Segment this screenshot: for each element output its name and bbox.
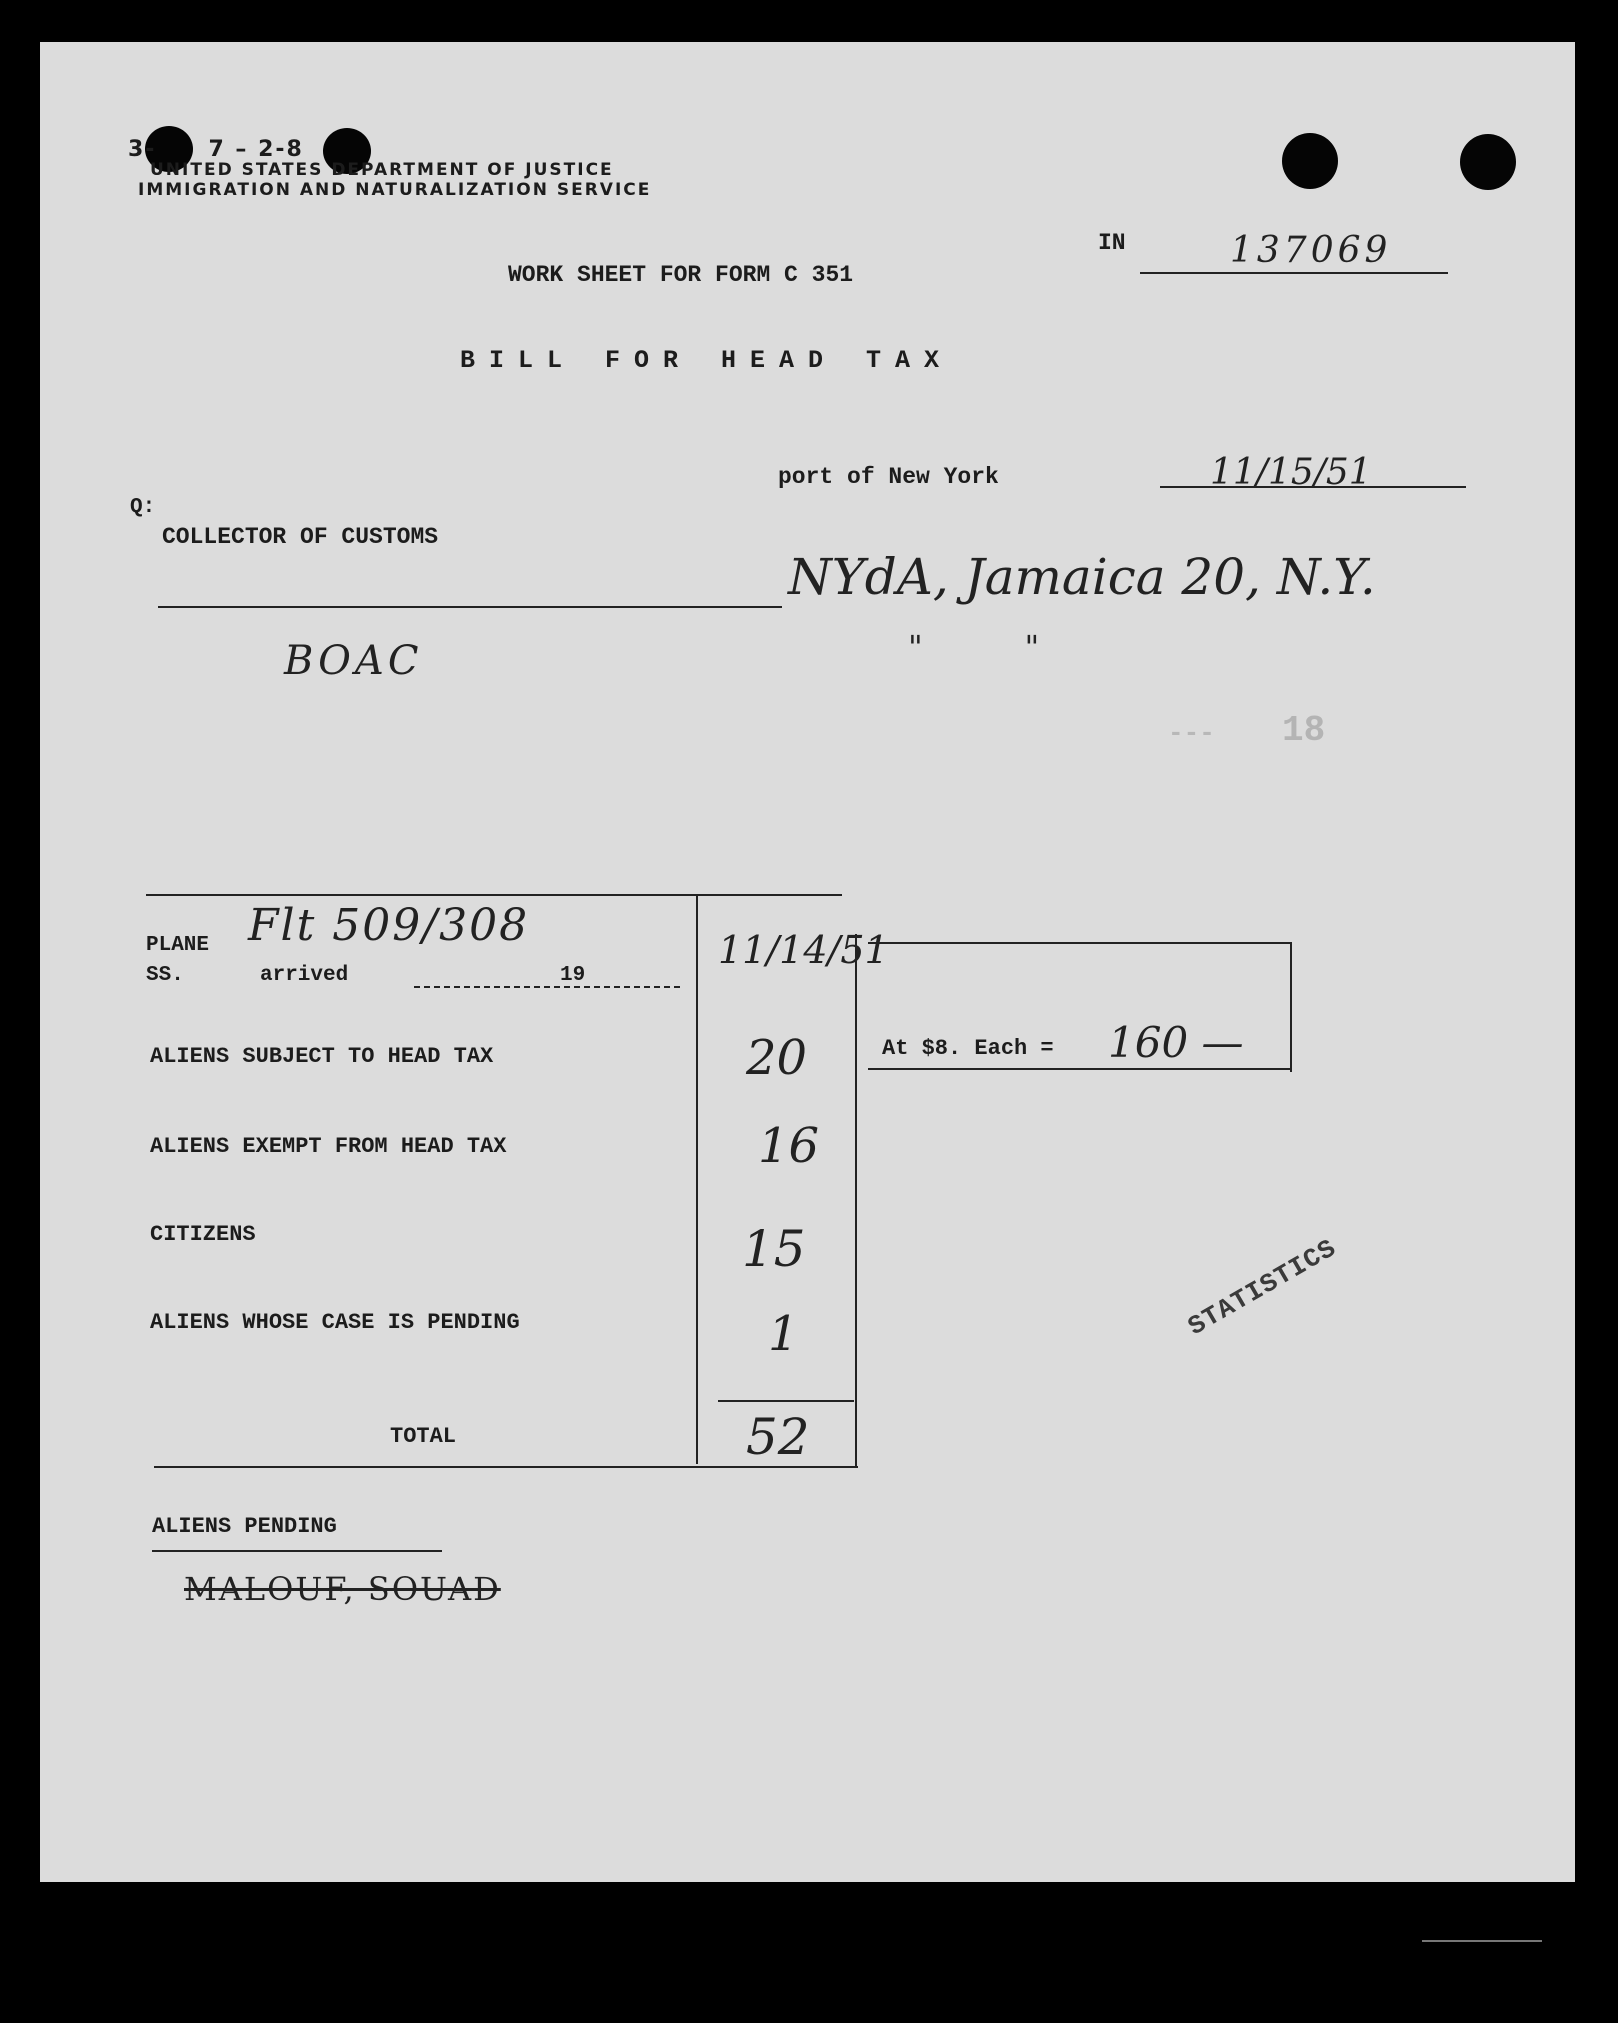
faint-dash: --- bbox=[1168, 718, 1215, 748]
agency-line-1: UNITED STATES DEPARTMENT OF JUSTICE bbox=[150, 160, 614, 180]
bill-date: 11/15/51 bbox=[1210, 452, 1372, 493]
row-exempt-value: 16 bbox=[758, 1118, 820, 1174]
collector-label: COLLECTOR OF CUSTOMS bbox=[162, 524, 439, 550]
punch-hole-right-1 bbox=[1282, 133, 1338, 189]
date-underline bbox=[1160, 486, 1466, 488]
collector-underline bbox=[158, 606, 782, 608]
in-number: 137069 bbox=[1230, 230, 1392, 271]
year-label: 19 bbox=[560, 964, 586, 987]
port-label: port of New York bbox=[778, 464, 999, 490]
bill-title: BILL FOR HEAD TAX bbox=[460, 346, 954, 375]
tax-box-bottom bbox=[868, 1068, 1292, 1070]
form-code: 3- 7 – 2-8 bbox=[128, 137, 304, 162]
carrier-handwritten: BOAC bbox=[284, 638, 423, 684]
row-subject-label: ALIENS SUBJECT TO HEAD TAX bbox=[150, 1044, 494, 1069]
tax-amount: 160 — bbox=[1108, 1018, 1244, 1067]
total-value: 52 bbox=[746, 1408, 810, 1466]
table-bottom-rule bbox=[154, 1466, 858, 1468]
statistics-stamp: STATISTICS bbox=[1183, 1233, 1342, 1342]
arrived-label: arrived bbox=[260, 964, 349, 987]
to-label: Q: bbox=[130, 496, 156, 519]
total-rule bbox=[718, 1400, 854, 1402]
worksheet-title: WORK SHEET FOR FORM C 351 bbox=[508, 262, 854, 288]
table-top-rule bbox=[146, 894, 842, 896]
scan-mark bbox=[1422, 1940, 1542, 1942]
tax-rate-label: At $8. Each = bbox=[882, 1036, 1054, 1061]
row-pending-value: 1 bbox=[768, 1306, 799, 1362]
ditto-marks: " " bbox=[908, 628, 1040, 666]
tax-box-top bbox=[868, 942, 1292, 944]
table-right-border bbox=[855, 934, 857, 1468]
agency-line-2: IMMIGRATION AND NATURALIZATION SERVICE bbox=[138, 180, 652, 200]
arrived-underline bbox=[414, 986, 680, 988]
row-citizens-value: 15 bbox=[742, 1220, 806, 1278]
location-handwritten: NYdA, Jamaica 20, N.Y. bbox=[788, 548, 1376, 606]
tax-box-right bbox=[1290, 942, 1292, 1072]
table-divider bbox=[696, 894, 698, 1464]
ss-label: SS. bbox=[146, 964, 184, 987]
arrival-date: 11/14/51 bbox=[718, 928, 889, 972]
row-citizens-label: CITIZENS bbox=[150, 1222, 256, 1247]
in-label: IN bbox=[1098, 230, 1126, 256]
punch-hole-right-2 bbox=[1460, 134, 1516, 190]
in-number-underline bbox=[1140, 272, 1448, 274]
row-subject-value: 20 bbox=[746, 1030, 808, 1086]
pending-underline bbox=[152, 1550, 442, 1552]
flight-handwritten: Flt 509/308 bbox=[248, 900, 530, 951]
pending-label: ALIENS PENDING bbox=[152, 1514, 337, 1539]
faint-number: 18 bbox=[1282, 710, 1326, 751]
row-pending-label: ALIENS WHOSE CASE IS PENDING bbox=[150, 1310, 520, 1335]
pending-name-struck: MALOUF, SOUAD bbox=[184, 1570, 501, 1608]
row-exempt-label: ALIENS EXEMPT FROM HEAD TAX bbox=[150, 1134, 507, 1159]
total-label: TOTAL bbox=[390, 1424, 457, 1449]
plane-label: PLANE bbox=[146, 934, 210, 957]
